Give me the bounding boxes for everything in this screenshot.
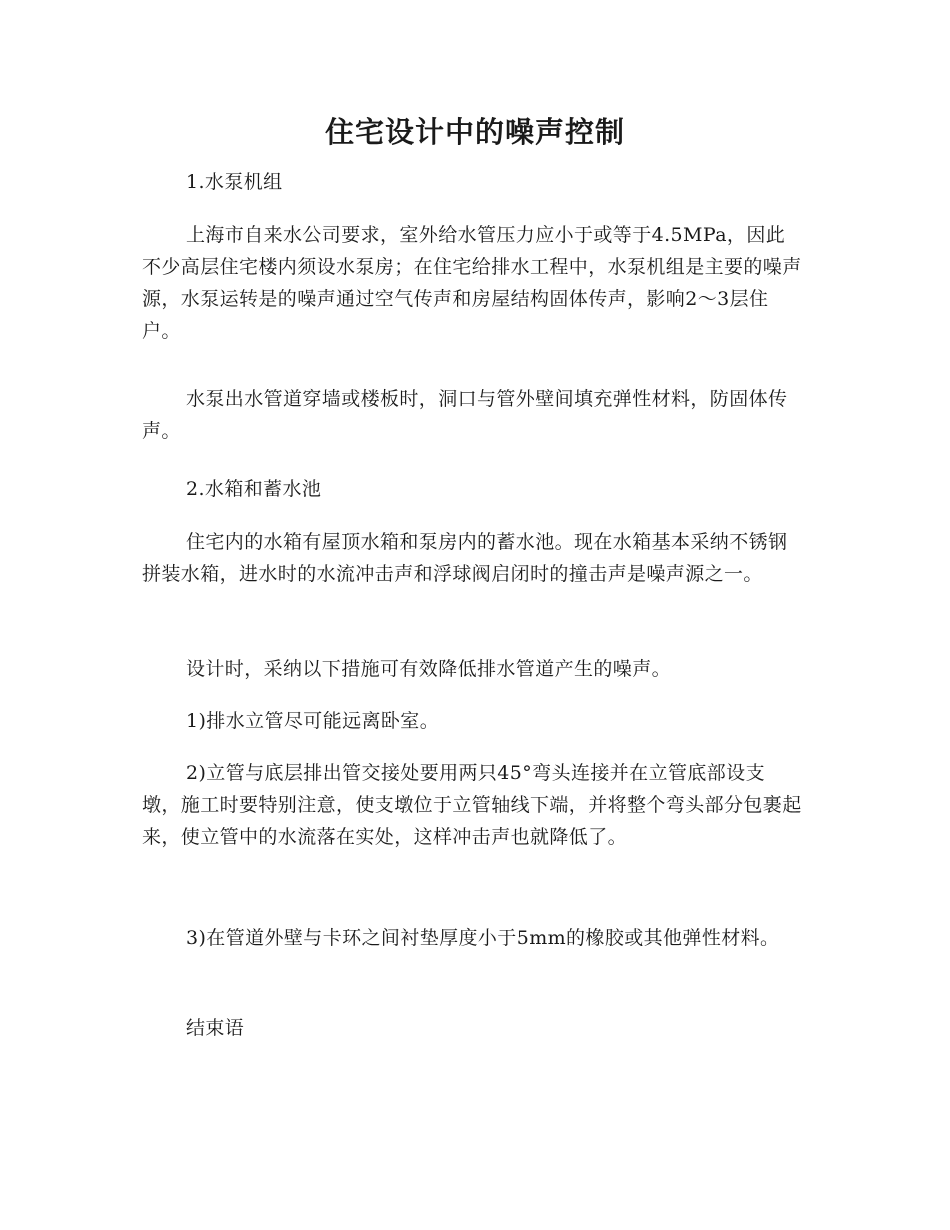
section-heading-tank: 2.水箱和蓄水池 xyxy=(186,478,322,500)
list-item-measure-2: 2)立管与底层排出管交接处要用两只45°弯头连接并在立管底部设支墩，施工时要特别注意，使支墩位于立管轴线下端，并将整个弯头部分包裹起来，使立管中的水流落在实处，这样冲击声也就降低了。 xyxy=(142,762,802,848)
section-heading-conclusion: 结束语 xyxy=(186,1017,245,1039)
list-item-measure-1: 1)排水立管尽可能远离卧室。 xyxy=(186,710,440,732)
paragraph-tank: 住宅内的水箱有屋顶水箱和泵房内的蓄水池。现在水箱基本采纳不锈钢拼装水箱，进水时的水流冲击声和浮球阀启闭时的撞击声是噪声源之一。 xyxy=(142,531,788,585)
section-heading-pump: 1.水泵机组 xyxy=(186,171,283,193)
paragraph-design-measures: 设计时，采纳以下措施可有效降低排水管道产生的噪声。 xyxy=(186,658,672,680)
list-item-measure-3: 3)在管道外壁与卡环之间衬垫厚度小于5mm的橡胶或其他弹性材料。 xyxy=(186,927,780,949)
paragraph-pump-pipe: 水泵出水管道穿墙或楼板时，洞口与管外壁间填充弹性材料，防固体传声。 xyxy=(142,388,788,442)
document-title: 住宅设计中的噪声控制 xyxy=(324,115,625,149)
paragraph-pump-pressure: 上海市自来水公司要求，室外给水管压力应小于或等于4.5MPa，因此不少高层住宅楼内须设水泵房；在住宅给排水工程中，水泵机组是主要的噪声源，水泵运转是的噪声通过空气传声和房屋结构固体传声，影响2～3层住户。 xyxy=(142,224,802,342)
